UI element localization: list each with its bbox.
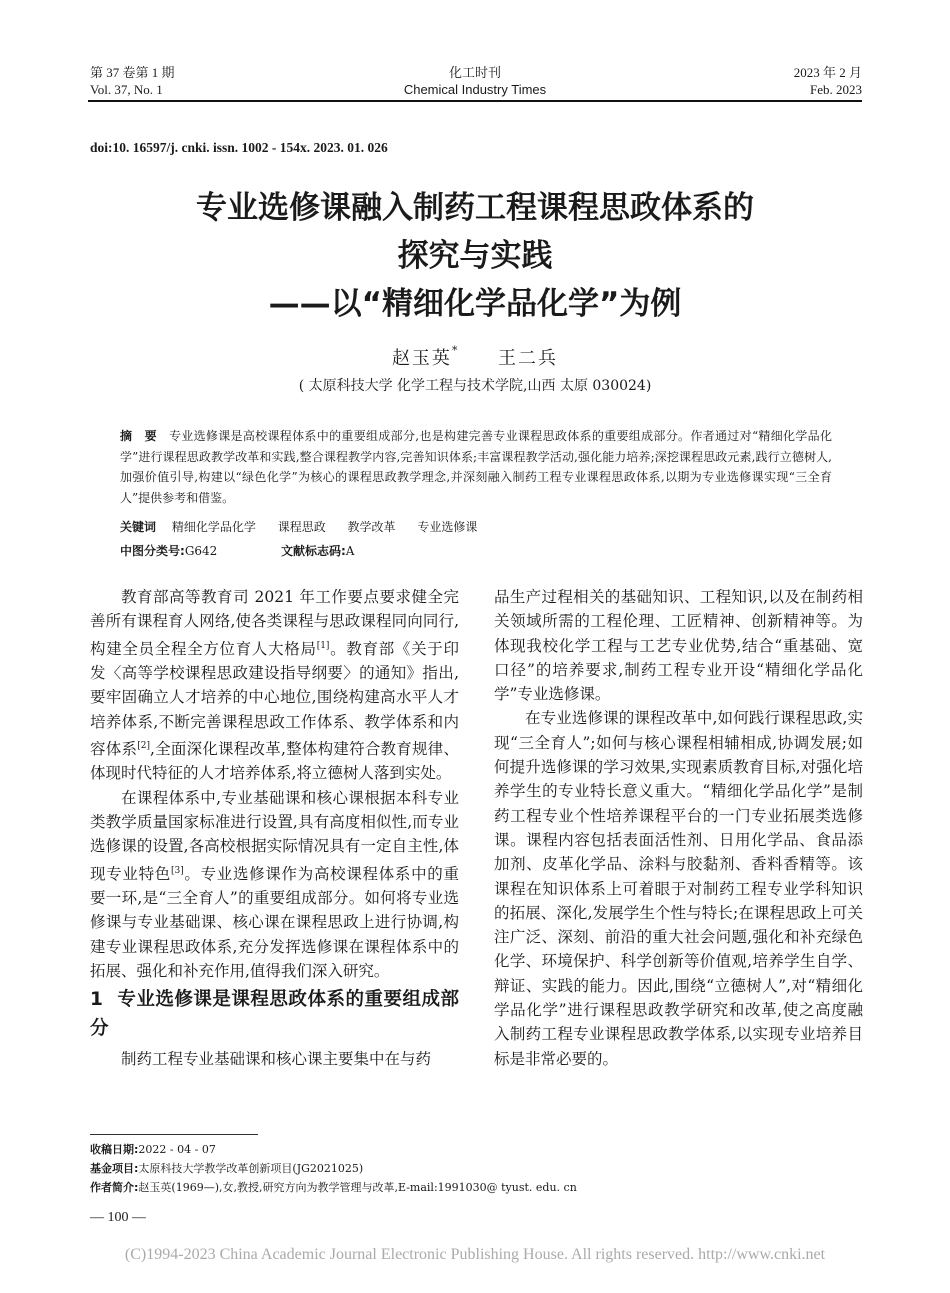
classification (120, 542, 354, 560)
abstract (120, 426, 832, 508)
paragraph: 在专业选修课的课程改革中,如何践行课程思政,实现“三全育人”;如何与核心课程相辅相成,协调发展;如何提升选修课的学习效果,实现素质教育目标,对强化培养学生的专业特长意义重大。“精细化学品化学”是制药工程专业个性培养课程平台的一门专业拓展类选修课。课程内容包括表面活性剂、日用化学品、食品添加剂、皮革化学品、涂料与胶黏剂、香料香精等。该课程在知识体系上可着眼于对制药工程专业学科知识的拓展、深化,发展学生个性与特长;在课程思政上可关注广泛、深刻、前沿的重大社会问题,强化和补充绿色化学、环境保护、科学创新等价值观,培养学生自学、辩证、实践的能力。因此,围绕“立德树人”,对“精细化学品化学”进行课程思政教学研究和改革,使之高度融入制药工程专业课程思政教学体系,以实现专业培养目标是非常必要的。 (494, 709, 863, 1068)
section-number: 1 (90, 989, 103, 1011)
keyword: 课程思政 (277, 520, 326, 534)
journal-date (794, 64, 862, 98)
paragraph: 品生产过程相关的基础知识、工程知识,以及在制药相关领域所需的工程伦理、工匠精神、创新精神等。为体现我校化学工程与工艺专业优势,结合“重基础、宽口径”的培养要求,制药工程专业开设“精细化学品化学”专业选修课。 (494, 588, 863, 704)
clc-value: G642 (184, 544, 218, 558)
section-heading (90, 985, 459, 1043)
copyright-notice: (C)1994-2023 China Academic Journal Electronic Publishing House. All rights reserved. http://www.cnki.net (124, 1246, 826, 1263)
citation: [1] (316, 640, 330, 651)
affiliation: ( 太原科技大学 化学工程与技术学院,山西 太原 030024) (298, 378, 652, 394)
volume-en: Vol. 37, No. 1 (90, 82, 163, 97)
keywords-label: 关键词 (120, 520, 157, 534)
journal-name-cn: 化工时刊 (448, 65, 501, 80)
doc-code-label: 文献标志码: (280, 544, 346, 558)
footnote-fund: 基金项目:太原科技大学教学改革创新项目(JG2021025) (90, 1162, 364, 1175)
footnote-divider (90, 1134, 258, 1135)
header-divider (88, 100, 862, 102)
abstract-text: 专业选修课是高校课程体系中的重要组成部分,也是构建完善专业课程思政体系的重要组成部分。作者通过对“精细化学品化学”进行课程思政教学改革和实践,整合课程教学内容,完善知识体系;丰富课程教学活动,强化能力培养;深挖课程思政元素,践行立德树人,加强价值引导,构建以“绿色化学”为核心的课程思政教学理念,并深刻融入制药工程专业课程思政体系,以期为专业选修课实现“三全育人”提供参考和借鉴。 (120, 429, 832, 505)
keyword: 专业选修课 (417, 520, 478, 534)
page-number: — 100 — (90, 1210, 146, 1225)
keyword: 精细化学品化学 (171, 520, 256, 534)
keywords (120, 518, 495, 536)
keyword: 教学改革 (347, 520, 396, 534)
paragraph: 教育部高等教育司 2021 年工作要点要求健全完善所有课程育人网络,使各类课程与思政课程同向同行,构建全员全程全方位育人大格局[1]。教育部《关于印发〈高等学校课程思政建设指导纲要〉的通知》指出,要牢固确立人才培养的中心地位,围绕构建高水平人才培养体系,不断完善课程思政工作体系、教学体系和内容体系[2],全面深化课程改革,整体构建符合教育规律、体现时代特征的人才培养体系,将立德树人落到实处。 (90, 588, 459, 783)
citation: [2] (137, 740, 150, 751)
journal-name (325, 64, 625, 98)
body-right-column (494, 585, 863, 1071)
paragraph: 在课程体系中,专业基础课和核心课根据本科专业类教学质量国家标准进行设置,具有高度相似性,而专业选修课的设置,各高校根据实际情况具有一定自主性,体现专业特色[3]。专业选修课作为高校课程体系中的重要一环,是“三全育人”的重要组成部分。如何将专业选修课与专业基础课、核心课在课程思政上进行协调,构建专业课程思政体系,充分发挥选修课在课程体系中的拓展、强化和补充作用,值得我们深入研究。 (90, 788, 459, 980)
title-line-2: 探究与实践 (397, 238, 553, 274)
journal-name-en: Chemical Industry Times (403, 82, 547, 97)
clc-label: 中图分类号: (120, 544, 185, 558)
title-line-3: ——以“精细化学品化学”为例 (268, 286, 682, 322)
citation: [3] (170, 865, 184, 876)
author-1: 赵玉英 (391, 348, 452, 369)
journal-volume-info (90, 64, 175, 98)
author-2: 王二兵 (498, 348, 559, 369)
corresponding-mark: * (451, 344, 460, 357)
footnote-author: 作者简介:赵玉英(1969—),女,教授,研究方向为教学管理与改革,E-mail:1991030@ tyust. edu. cn (90, 1181, 577, 1194)
paragraph: 制药工程专业基础课和核心课主要集中在与药 (121, 1050, 432, 1069)
abstract-label: 摘 要 (120, 429, 157, 443)
date-cn: 2023 年 2 月 (793, 65, 862, 80)
authors (0, 344, 950, 370)
section-title: 专业选修课是课程思政体系的重要组成部分 (90, 989, 459, 1040)
volume-cn: 第 37 卷第 1 期 (90, 65, 175, 80)
title-line-1: 专业选修课融入制药工程课程思政体系的 (196, 190, 754, 226)
footnote-received: 收稿日期:2022 - 04 - 07 (90, 1143, 216, 1156)
doi: doi:10. 16597/j. cnki. issn. 1002 - 154x. 2023. 01. 026 (90, 140, 388, 155)
body-left-column (90, 585, 459, 1072)
doc-code-value: A (345, 544, 355, 558)
date-en: Feb. 2023 (810, 82, 862, 97)
